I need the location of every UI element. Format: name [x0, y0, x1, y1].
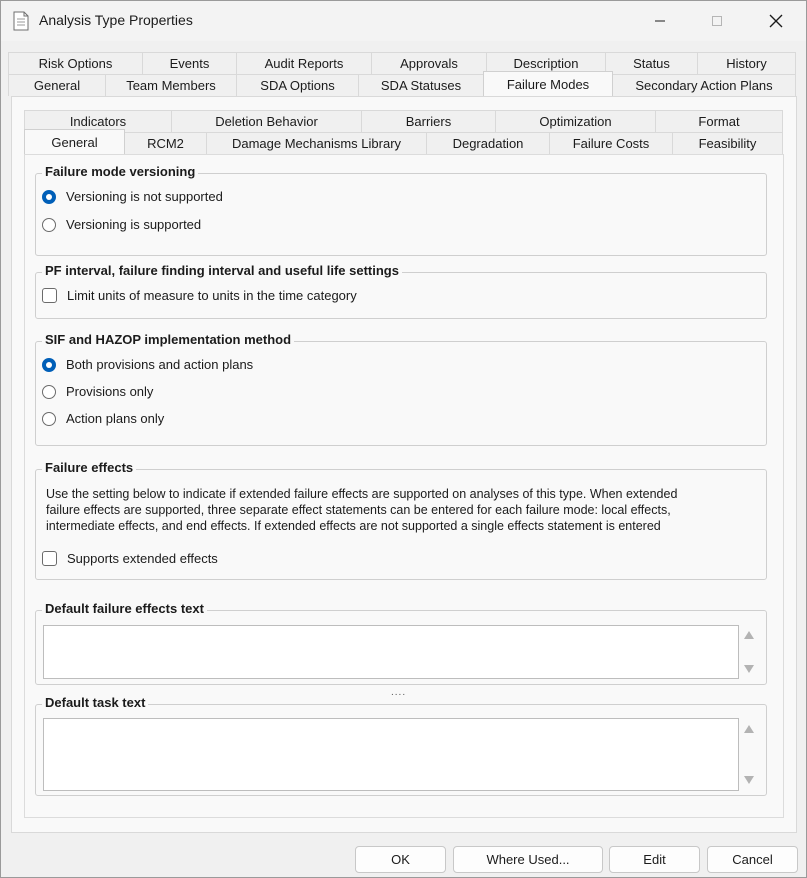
- checkbox-label: Limit units of measure to units in the time category: [67, 288, 357, 303]
- radio-unselected-icon: [42, 385, 56, 399]
- ok-button[interactable]: OK: [355, 846, 446, 873]
- radio-label: Action plans only: [66, 411, 165, 426]
- versioning-title: Failure mode versioning: [42, 164, 198, 179]
- description-line: failure effects are supported, three separate effect statements can be entered for each failure mode: local effects,: [46, 503, 671, 517]
- tab-failure-modes[interactable]: Failure Modes: [483, 71, 613, 96]
- scroll-up-icon[interactable]: [744, 631, 754, 639]
- tab-secondary-action-plans[interactable]: Secondary Action Plans: [612, 74, 796, 96]
- subtab-deletion-behavior[interactable]: Deletion Behavior: [171, 110, 362, 132]
- cancel-button[interactable]: Cancel: [707, 846, 798, 873]
- tab-approvals[interactable]: Approvals: [371, 52, 487, 74]
- scroll-down-icon[interactable]: [744, 665, 754, 673]
- tab-history[interactable]: History: [697, 52, 796, 74]
- radio-selected-icon: [42, 358, 56, 372]
- limit-units-checkbox[interactable]: [42, 288, 357, 303]
- close-icon: [769, 14, 783, 28]
- radio-both-provisions-action-plans[interactable]: [42, 357, 253, 372]
- minimize-button[interactable]: [637, 1, 683, 41]
- subtab-indicators[interactable]: Indicators: [24, 110, 172, 132]
- checkbox-icon: [42, 288, 57, 303]
- subtab-degradation[interactable]: Degradation: [426, 132, 550, 154]
- description-line: intermediate effects, and end effects. If extended effects are not supported a single effects statement is entered: [46, 519, 661, 533]
- default-task-title: Default task text: [42, 695, 148, 710]
- radio-action-plans-only[interactable]: [42, 411, 164, 426]
- splitter-handle[interactable]: ....: [391, 687, 407, 698]
- failure-effects-description: [46, 486, 677, 534]
- default-failure-effects-textarea[interactable]: [43, 625, 739, 679]
- description-line: Use the setting below to indicate if extended failure effects are supported on analyses of this type. When extended: [46, 487, 678, 501]
- subtab-general[interactable]: General: [24, 129, 125, 154]
- tab-description[interactable]: Description: [486, 52, 606, 74]
- title-bar: [1, 1, 806, 41]
- radio-label: Versioning is supported: [66, 217, 202, 232]
- radio-label: Both provisions and action plans: [66, 357, 254, 372]
- maximize-button[interactable]: [694, 1, 740, 41]
- sub-tabs-row2: [1, 132, 806, 154]
- close-button[interactable]: [753, 1, 799, 41]
- document-icon: [13, 11, 29, 31]
- maximize-icon: [711, 15, 723, 27]
- radio-label: Versioning is not supported: [66, 189, 223, 204]
- tab-audit-reports[interactable]: Audit Reports: [236, 52, 372, 74]
- subtab-rcm2[interactable]: RCM2: [124, 132, 207, 154]
- radio-selected-icon: [42, 190, 56, 204]
- default-failure-effects-title: Default failure effects text: [42, 601, 207, 616]
- window-title: Analysis Type Properties: [39, 12, 193, 28]
- radio-versioning-supported[interactable]: [42, 217, 201, 232]
- supports-extended-effects-checkbox[interactable]: [42, 551, 218, 566]
- main-tabs-row2: [1, 74, 806, 96]
- subtab-damage-mechanisms-library[interactable]: Damage Mechanisms Library: [206, 132, 427, 154]
- tab-events[interactable]: Events: [142, 52, 237, 74]
- radio-provisions-only[interactable]: [42, 384, 153, 399]
- edit-button[interactable]: Edit: [609, 846, 700, 873]
- minimize-icon: [654, 15, 666, 27]
- pf-interval-title: PF interval, failure finding interval and useful life settings: [42, 263, 402, 278]
- default-task-textarea[interactable]: [43, 718, 739, 791]
- tab-sda-options[interactable]: SDA Options: [236, 74, 359, 96]
- radio-label: Provisions only: [66, 384, 154, 399]
- subtab-failure-costs[interactable]: Failure Costs: [549, 132, 673, 154]
- tab-general[interactable]: General: [8, 74, 106, 96]
- radio-unselected-icon: [42, 218, 56, 232]
- where-used-button[interactable]: Where Used...: [453, 846, 603, 873]
- subtab-format[interactable]: Format: [655, 110, 783, 132]
- subtab-barriers[interactable]: Barriers: [361, 110, 496, 132]
- subtab-optimization[interactable]: Optimization: [495, 110, 656, 132]
- radio-unselected-icon: [42, 412, 56, 426]
- scroll-up-icon[interactable]: [744, 725, 754, 733]
- scroll-down-icon[interactable]: [744, 776, 754, 784]
- checkbox-icon: [42, 551, 57, 566]
- subtab-feasibility[interactable]: Feasibility: [672, 132, 783, 154]
- versioning-group: [35, 164, 767, 256]
- tab-sda-statuses[interactable]: SDA Statuses: [358, 74, 484, 96]
- sif-hazop-title: SIF and HAZOP implementation method: [42, 332, 294, 347]
- main-tabs-row1: [1, 52, 806, 74]
- tab-team-members[interactable]: Team Members: [105, 74, 237, 96]
- tab-risk-options[interactable]: Risk Options: [8, 52, 143, 74]
- checkbox-label: Supports extended effects: [67, 551, 218, 566]
- tab-status[interactable]: Status: [605, 52, 698, 74]
- radio-versioning-not-supported[interactable]: [42, 189, 223, 204]
- failure-effects-title: Failure effects: [42, 460, 136, 475]
